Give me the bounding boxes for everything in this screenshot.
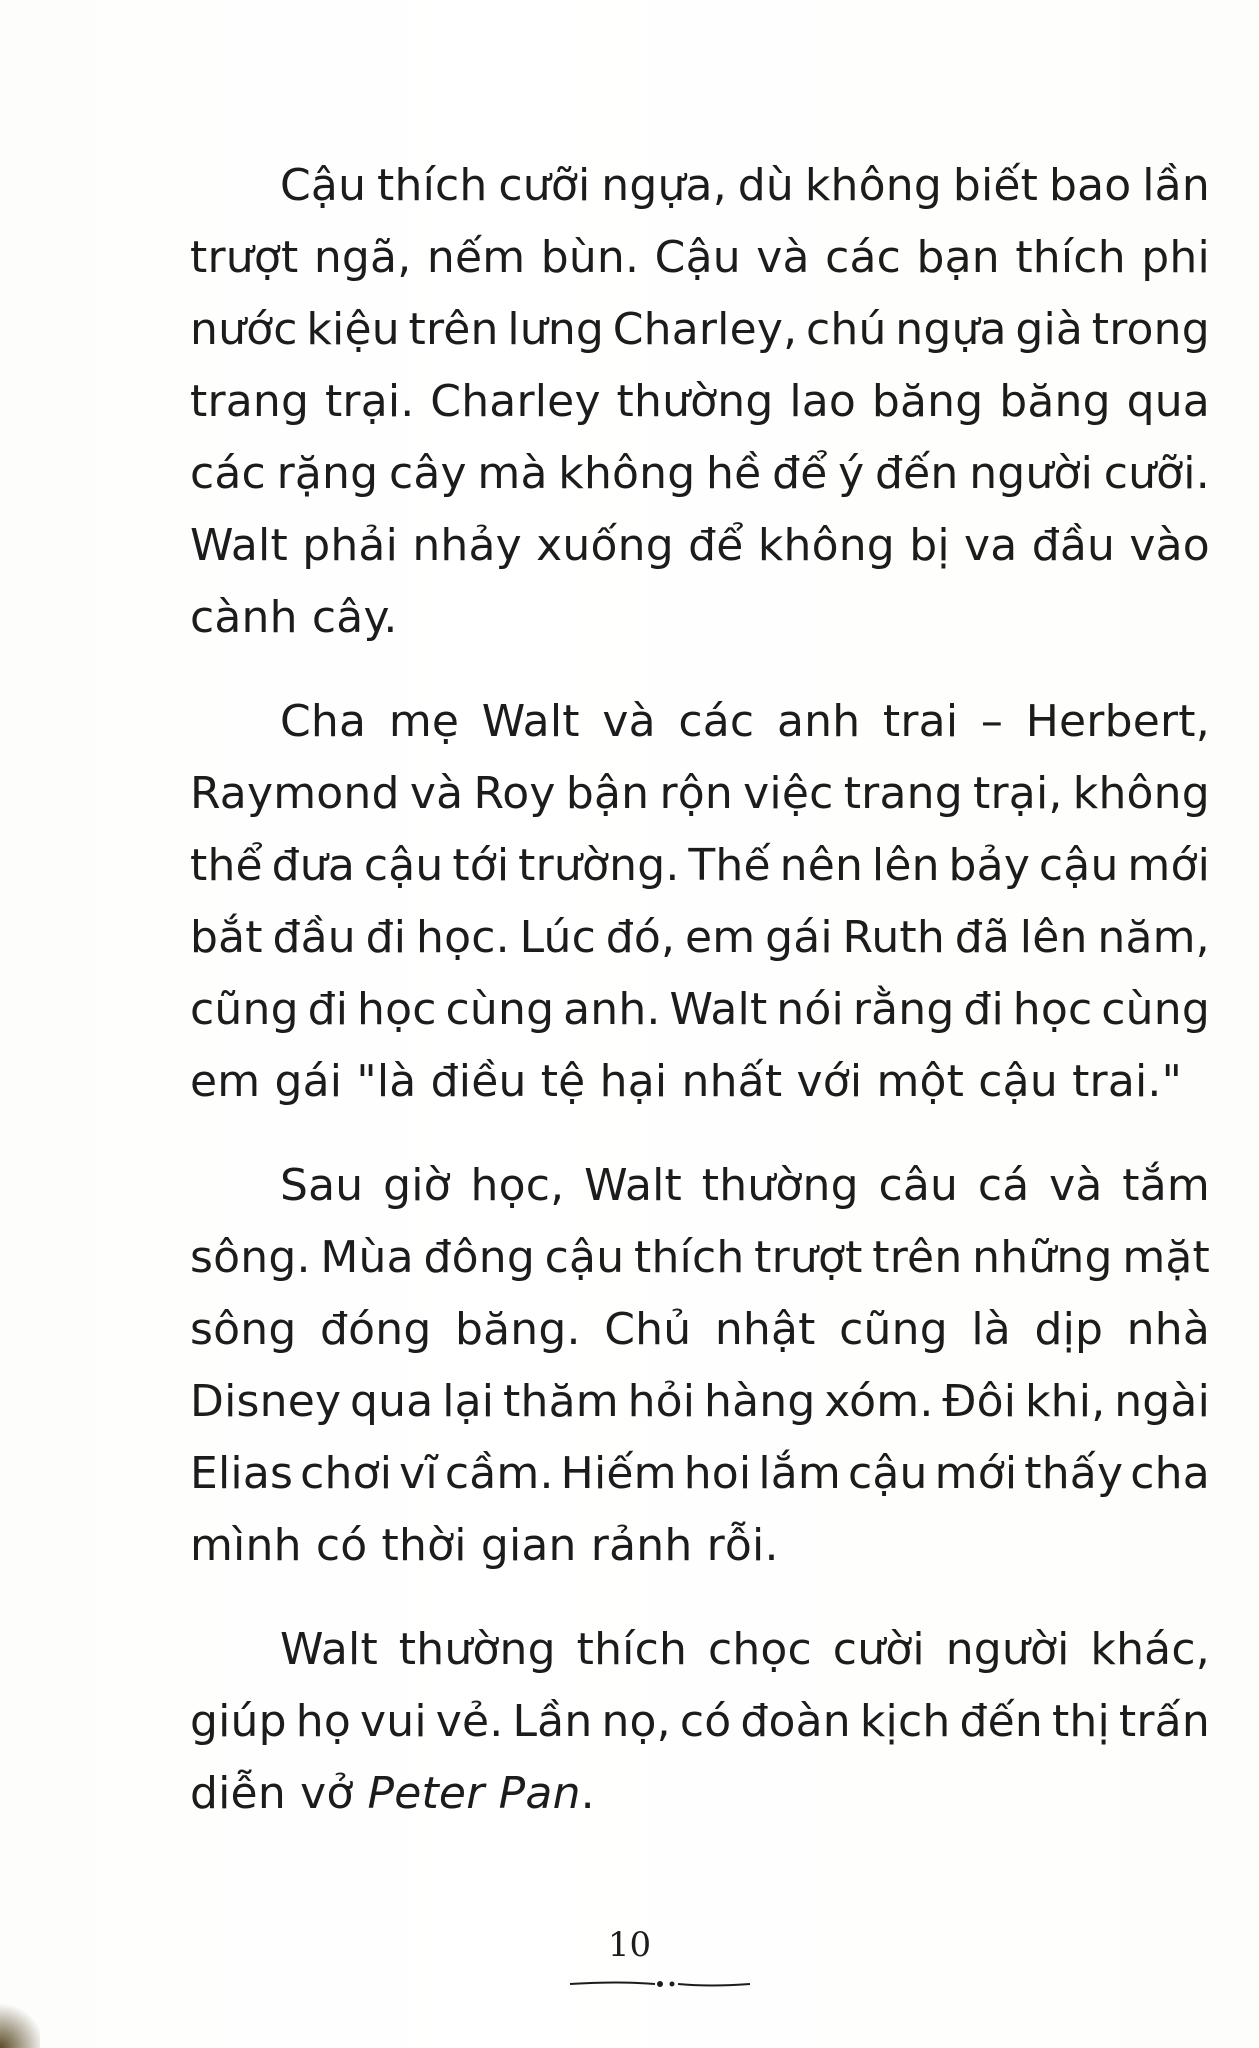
text-fragment: . [580,1768,595,1819]
text-line: trượt ngã, nếm bùn. Cậu và các bạn thích phi [190,232,1210,283]
text-line: Cha mẹ Walt và các anh trai – Herbert, [280,696,1210,747]
text-line: cành cây. [190,592,398,643]
text-line: trang trại. Charley thường lao băng băng qua [190,376,1210,427]
paragraph [190,150,1210,654]
body-text [190,150,1210,1862]
text-line [190,1758,1210,1830]
page-edge-shadow [0,1998,40,2048]
paragraph [190,686,1210,1118]
text-line: Walt thường thích chọc cười người khác, [280,1624,1210,1675]
text-fragment: diễn vở [190,1768,354,1819]
text-line: mình có thời gian rảnh rỗi. [190,1520,779,1571]
text-line: Cậu thích cưỡi ngựa, dù không biết bao lần [280,160,1210,211]
text-line: Walt phải nhảy xuống để không bị va đầu vào [190,520,1210,571]
text-line: bắt đầu đi học. Lúc đó, em gái Ruth đã lên năm, [190,912,1210,963]
paragraph [190,1614,1210,1830]
page-number-ornament [560,1977,760,1991]
page-number: 10 [607,1925,652,1965]
text-line: Elias chơi vĩ cầm. Hiếm hoi lắm cậu mới thấy cha [190,1448,1210,1499]
text-line: Sau giờ học, Walt thường câu cá và tắm [280,1160,1210,1211]
text-line: các rặng cây mà không hề để ý đến người cưỡi. [190,448,1210,499]
text-line: Disney qua lại thăm hỏi hàng xóm. Đôi khi, ngài [190,1376,1210,1427]
text-line: giúp họ vui vẻ. Lần nọ, có đoàn kịch đến thị trấn [190,1696,1210,1747]
paragraph [190,1150,1210,1582]
text-line: nước kiệu trên lưng Charley, chú ngựa già trong [190,304,1210,355]
book-title: Peter Pan [367,1768,581,1819]
text-line: sông đóng băng. Chủ nhật cũng là dịp nhà [190,1304,1210,1355]
text-line: Raymond và Roy bận rộn việc trang trại, không [190,768,1210,819]
text-line: thể đưa cậu tới trường. Thế nên lên bảy cậu mới [190,840,1210,891]
text-line: sông. Mùa đông cậu thích trượt trên những mặt [190,1232,1210,1283]
text-line: cũng đi học cùng anh. Walt nói rằng đi học cùng [190,984,1210,1035]
text-line: em gái "là điều tệ hại nhất với một cậu trai." [190,1056,1183,1107]
